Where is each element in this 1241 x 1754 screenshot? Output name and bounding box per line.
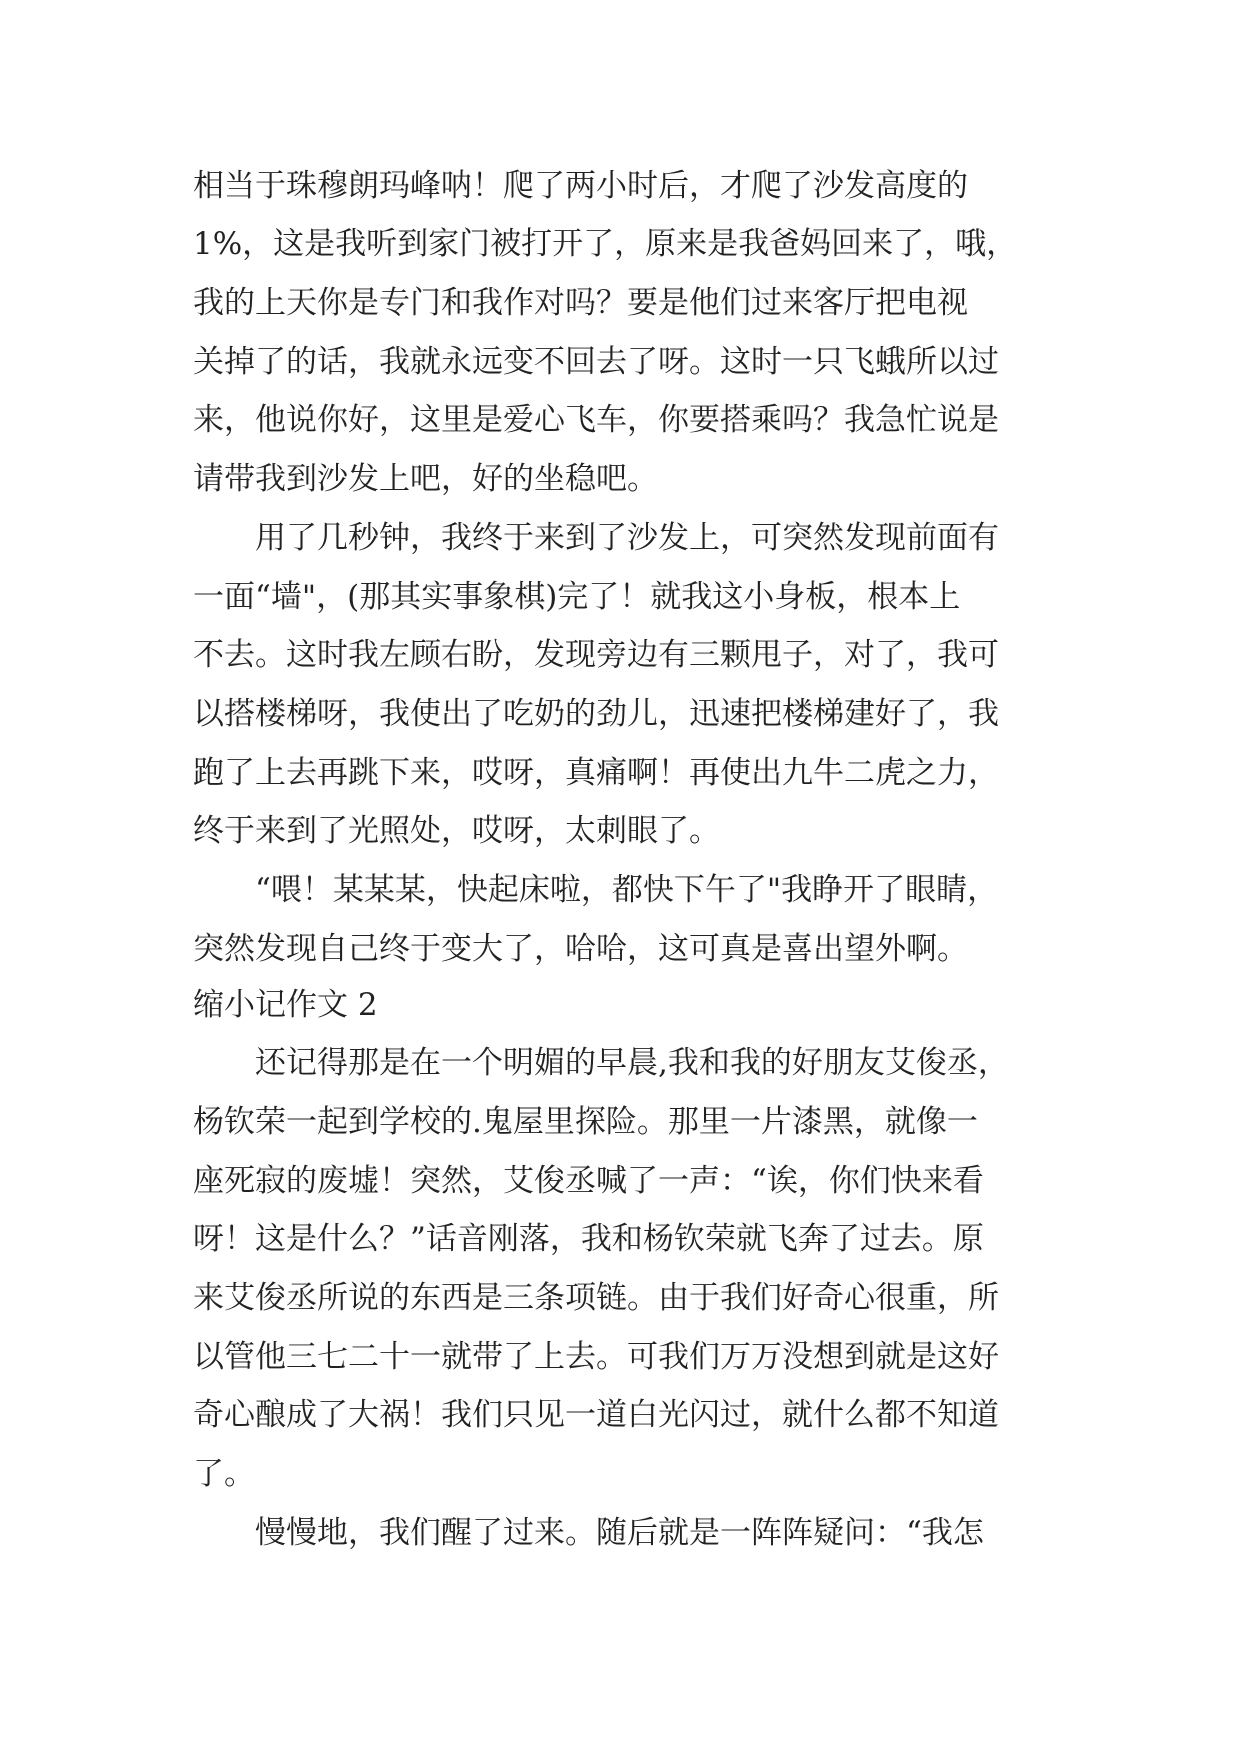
text-line: 来艾俊丞所说的东西是三条项链。由于我们好奇心很重，所 [193,1280,999,1316]
text-line: 了。 [193,1456,255,1492]
text-line: 终于来到了光照处，哎呀，太刺眼了。 [193,813,720,849]
text-line: 突然发现自己终于变大了，哈哈，这可真是喜出望外啊。 [193,931,968,967]
text-line: 相当于珠穆朗玛峰呐！爬了两小时后，才爬了沙发高度的 [193,168,968,204]
text-line: 我的上天你是专门和我作对吗？要是他们过来客厅把电视 [193,285,968,321]
text-line: “喂！某某某，快起床啦，都快下午了"我睁开了眼睛， [255,872,999,908]
text-line: 关掉了的话，我就永远变不回去了呀。这时一只飞蛾所以过 [193,344,999,380]
section-heading: 缩小记作文 2 [193,987,378,1023]
text-line: 不去。这时我左顾右盼，发现旁边有三颗甩子，对了，我可 [193,637,999,673]
text-line: 以搭楼梯呀，我使出了吃奶的劲儿，迅速把楼梯建好了，我 [193,696,999,732]
text-line: 杨钦荣一起到学校的.鬼屋里探险。那里一片漆黑，就像一 [193,1104,978,1140]
text-line: 来，他说你好，这里是爱心飞车，你要搭乘吗？我急忙说是 [193,402,999,438]
text-line: 还记得那是在一个明媚的早晨,我和我的好朋友艾俊丞， [255,1045,1009,1081]
text-line: 慢慢地，我们醒了过来。随后就是一阵阵疑问：“我怎 [255,1515,984,1551]
text-line: 奇心酿成了大祸！我们只见一道白光闪过，就什么都不知道 [193,1397,999,1433]
text-line: 用了几秒钟，我终于来到了沙发上，可突然发现前面有 [255,520,999,556]
text-line: 座死寂的废墟！突然，艾俊丞喊了一声：“诶，你们快来看 [193,1163,984,1199]
text-line: 请带我到沙发上吧，好的坐稳吧。 [193,461,658,497]
text-line: 1%，这是我听到家门被打开了，原来是我爸妈回来了，哦， [193,226,1018,262]
text-line: 跑了上去再跳下来，哎呀，真痛啊！再使出九牛二虎之力， [193,755,999,791]
text-line: 一面“墙"，(那其实事象棋)完了！就我这小身板，根本上 [193,579,961,615]
text-line: 呀！这是什么？”话音刚落，我和杨钦荣就飞奔了过去。原 [193,1221,984,1257]
text-line: 以管他三七二十一就带了上去。可我们万万没想到就是这好 [193,1339,999,1375]
